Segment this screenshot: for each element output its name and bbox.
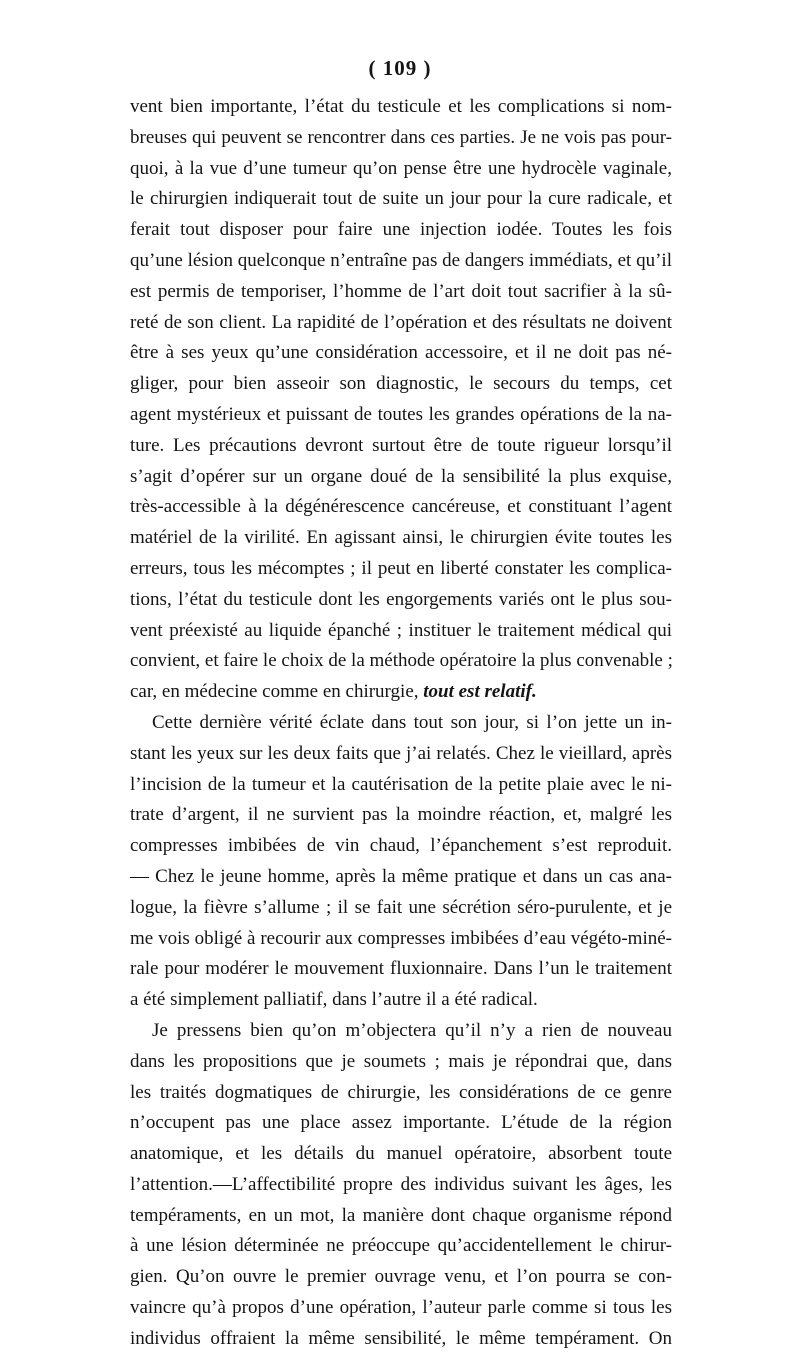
line-text: est permis de temporiser, l’homme de l’art doit tout sacrifier à la sû- <box>130 280 672 302</box>
text-line <box>130 1293 672 1324</box>
line-text: trate d’argent, il ne survient pas la moindre réaction, et, malgré les <box>130 804 672 826</box>
line-text: ture. Les précautions devront surtout être de toute rigueur lorsqu’il <box>130 434 672 456</box>
line-text: tions, l’état du testicule dont les engorgements variés ont le plus sou- <box>130 588 672 610</box>
text-line <box>130 123 672 154</box>
text-line <box>130 215 672 246</box>
line-text: qu’une lésion quelconque n’entraîne pas de dangers immédiats, et qu’il <box>130 249 672 271</box>
line-text: les traités dogmatiques de chirurgie, les considérations de ce genre <box>130 1081 672 1103</box>
line-text: tempéraments, en un mot, la manière dont chaque organisme répond <box>130 1204 672 1226</box>
line-text: — Chez le jeune homme, après la même pratique et dans un cas ana- <box>130 865 672 887</box>
line-text: agent mystérieux et puissant de toutes les grandes opérations de la na- <box>130 403 672 425</box>
text-line <box>130 1078 672 1109</box>
line-text: compresses imbibées de vin chaud, l’épanchement s’est reproduit. <box>130 835 672 857</box>
line-text: breuses qui peuvent se rencontrer dans ces parties. Je ne vois pas pour- <box>130 126 672 148</box>
line-text: très-accessible à la dégénérescence cancéreuse, et constituant l’agent <box>130 496 672 518</box>
page-number: ( 109 ) <box>368 56 432 80</box>
line-text: l’attention.—L’affectibilité propre des individus suivant les âges, les <box>130 1173 672 1195</box>
body-text <box>130 92 672 1355</box>
line-text: vent bien importante, l’état du testicule et les complications si nom- <box>130 96 672 117</box>
text-line <box>130 708 672 739</box>
line-text: vaincre qu’à propos d’une opération, l’auteur parle comme si tous les <box>130 1297 672 1319</box>
line-text: reté de son client. La rapidité de l’opération et des résultats ne doivent <box>130 311 672 333</box>
text-line <box>130 462 672 493</box>
text-line <box>130 739 672 770</box>
text-line <box>130 1047 672 1078</box>
line-text: dans les propositions que je soumets ; mais je répondrai que, dans <box>130 1050 672 1072</box>
text-line <box>130 92 672 123</box>
text-line <box>130 369 672 400</box>
line-text: a été simplement palliatif, dans l’autre il a été radical. <box>130 989 538 1011</box>
text-line <box>130 1231 672 1262</box>
text-line <box>130 646 672 677</box>
text-line <box>130 400 672 431</box>
text-line <box>130 1324 672 1355</box>
text-line <box>130 585 672 616</box>
line-text: ferait tout disposer pour faire une injection iodée. Toutes les fois <box>130 219 672 241</box>
line-text: Je pressens bien qu’on m’objectera qu’il n’y a rien de nouveau <box>152 1019 672 1041</box>
text-line <box>130 924 672 955</box>
line-text: gien. Qu’on ouvre le premier ouvrage venu, et l’on pourra se con- <box>130 1266 672 1288</box>
line-text: à une lésion déterminée ne préoccupe qu’accidentellement le chirur- <box>130 1235 672 1257</box>
text-line <box>130 308 672 339</box>
text-line <box>130 985 672 1016</box>
line-text: car, en médecine comme en chirurgie, <box>130 681 419 703</box>
emphasis-text: tout est relatif. <box>423 681 537 703</box>
line-text: l’incision de la tumeur et la cautérisation de la petite plaie avec le ni- <box>130 773 672 795</box>
line-text: convient, et faire le choix de la méthode opératoire la plus convenable ; <box>130 650 673 672</box>
text-line <box>130 431 672 462</box>
text-line <box>130 154 672 185</box>
line-text: logue, la fièvre s’allume ; il se fait une sécrétion séro-purulente, et je <box>130 896 672 918</box>
text-line <box>130 1016 672 1047</box>
line-text: stant les yeux sur les deux faits que j’ai relatés. Chez le vieillard, après <box>130 742 672 764</box>
text-line <box>130 246 672 277</box>
text-line <box>130 1139 672 1170</box>
line-text: être à ses yeux qu’une considération accessoire, et il ne doit pas né- <box>130 342 672 364</box>
line-text: gliger, pour bien asseoir son diagnostic, le secours du temps, cet <box>130 373 672 395</box>
line-text: me vois obligé à recourir aux compresses imbibées d’eau végéto-miné- <box>130 927 672 949</box>
text-line <box>130 1201 672 1232</box>
text-line <box>130 893 672 924</box>
line-text: vent préexisté au liquide épanché ; instituer le traitement médical qui <box>130 619 672 641</box>
text-line <box>130 831 672 862</box>
text-line <box>130 338 672 369</box>
text-line <box>130 184 672 215</box>
line-text: quoi, à la vue d’une tumeur qu’on pense être une hydrocèle vaginale, <box>130 157 672 179</box>
text-line <box>130 800 672 831</box>
text-line <box>130 492 672 523</box>
text-line <box>130 677 672 708</box>
line-text: n’occupent pas une place assez importante. L’étude de la région <box>130 1112 672 1134</box>
text-line <box>130 277 672 308</box>
text-line <box>130 1108 672 1139</box>
text-line <box>130 954 672 985</box>
text-line <box>130 1170 672 1201</box>
line-text: le chirurgien indiquerait tout de suite un jour pour la cure radicale, et <box>130 188 672 210</box>
line-text: Cette dernière vérité éclate dans tout son jour, si l’on jette un in- <box>152 711 672 733</box>
line-text: erreurs, tous les mécomptes ; il peut en liberté constater les complica- <box>130 557 672 579</box>
line-text: individus offraient la même sensibilité, le même tempérament. On <box>130 1327 672 1349</box>
text-line <box>130 523 672 554</box>
line-text: s’agit d’opérer sur un organe doué de la sensibilité la plus exquise, <box>130 465 672 487</box>
text-line <box>130 616 672 647</box>
line-text: rale pour modérer le mouvement fluxionnaire. Dans l’un le traitement <box>130 958 672 980</box>
text-line <box>130 770 672 801</box>
text-line <box>130 554 672 585</box>
line-text: matériel de la virilité. En agissant ainsi, le chirurgien évite toutes les <box>130 527 672 549</box>
line-text: anatomique, et les détails du manuel opératoire, absorbent toute <box>130 1143 672 1165</box>
text-line <box>130 862 672 893</box>
text-line <box>130 1262 672 1293</box>
